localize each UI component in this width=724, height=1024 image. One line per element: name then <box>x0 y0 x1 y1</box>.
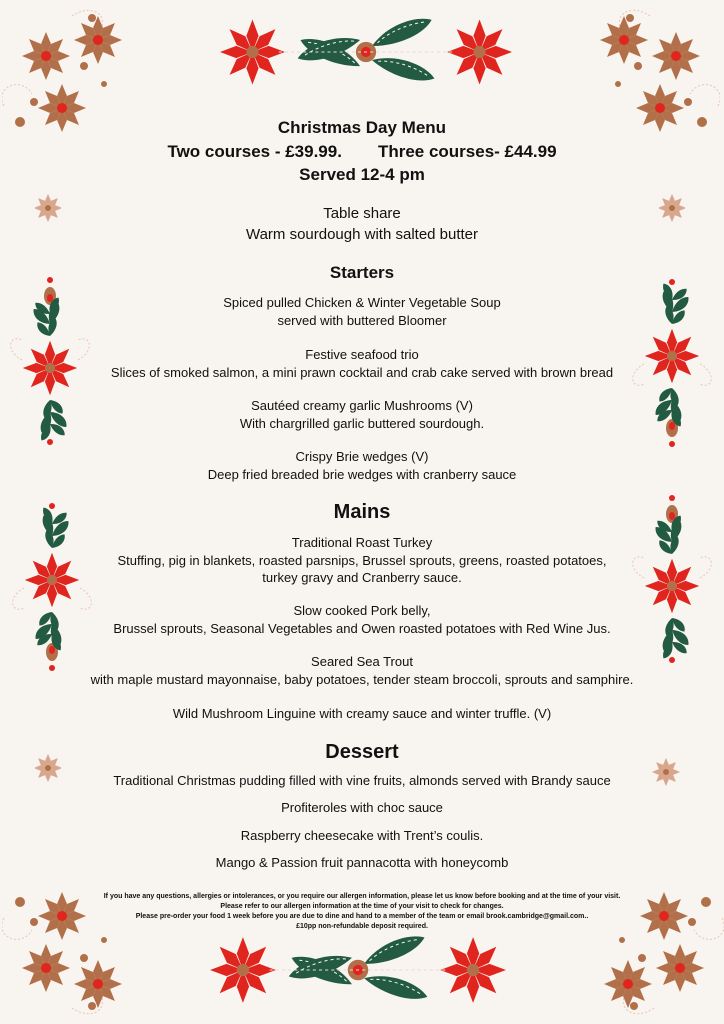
dessert-heading: Dessert <box>325 741 399 763</box>
dish-name: Crispy Brie wedges (V) <box>295 449 429 464</box>
footer-notice <box>0 892 724 932</box>
dish-name: Wild Mushroom Linguine with creamy sauce and winter truffle. (V) <box>172 706 552 721</box>
dish-name: Spiced pulled Chicken & Winter Vegetable Soup <box>223 295 501 310</box>
table-share-title: Table share <box>323 205 401 222</box>
main-item <box>0 705 724 723</box>
main-item <box>0 534 724 587</box>
serving-time: Served 12-4 pm <box>299 165 425 184</box>
dish-name: Slow cooked Pork belly, <box>293 603 431 618</box>
starter-item <box>0 346 724 381</box>
preorder-notice: Please pre-order your food 1 week before you are due to dine and hand to a member of the team or email brook.cambridge@gmail.com.. <box>135 913 589 920</box>
dish-description: Deep fried breaded brie wedges with cranberry sauce <box>207 466 517 482</box>
dish-name: Festive seafood trio <box>305 347 419 362</box>
dessert-item: Mango & Passion fruit pannacotta with honeycomb <box>215 855 509 870</box>
table-share-desc: Warm sourdough with salted butter <box>245 226 479 243</box>
bottom-border-decoration <box>208 932 508 1008</box>
allergen-reference: Please refer to our allergen information at the time of your visit to check for changes. <box>220 903 504 910</box>
menu-header <box>0 116 724 187</box>
starters-heading: Starters <box>329 263 395 282</box>
top-border-decoration <box>218 14 514 90</box>
three-courses-price: Three courses- £44.99 <box>377 141 557 161</box>
starter-item <box>0 448 724 483</box>
allergen-notice: If you have any questions, allergies or intolerances, or you require our allergen information, please let us know before booking and at the time of your visit. <box>103 893 621 900</box>
menu-title: Christmas Day Menu <box>277 118 447 137</box>
dessert-item: Raspberry cheesecake with Trent’s coulis. <box>240 828 484 843</box>
dessert-item: Profiteroles with choc sauce <box>281 800 443 815</box>
dish-description: With chargrilled garlic buttered sourdough. <box>239 415 485 431</box>
dish-description: served with buttered Bloomer <box>277 312 447 328</box>
mains-heading: Mains <box>333 501 391 523</box>
main-item <box>0 602 724 637</box>
starter-item <box>0 397 724 432</box>
dish-description: turkey gravy and Cranberry sauce. <box>262 570 462 585</box>
deposit-notice: £10pp non-refundable deposit required. <box>296 923 428 930</box>
starter-item <box>0 294 724 329</box>
dish-name: Sautéed creamy garlic Mushrooms (V) <box>251 398 473 413</box>
two-courses-price: Two courses - £39.99. <box>167 141 342 161</box>
dish-description: with maple mustard mayonnaise, baby potatoes, tender steam broccoli, sprouts and samphire. <box>90 671 634 687</box>
pricing-line <box>0 140 724 164</box>
dish-name: Seared Sea Trout <box>311 654 413 669</box>
table-share-section <box>0 203 724 245</box>
dessert-item: Traditional Christmas pudding filled with vine fruits, almonds served with Brandy sauce <box>113 773 611 788</box>
dish-name: Traditional Roast Turkey <box>291 535 433 550</box>
dish-description: Slices of smoked salmon, a mini prawn cocktail and crab cake served with brown bread <box>110 364 614 380</box>
dish-description: Brussel sprouts, Seasonal Vegetables and Owen roasted potatoes with Red Wine Jus. <box>113 620 611 636</box>
dish-description: Stuffing, pig in blankets, roasted parsnips, Brussel sprouts, greens, roasted potatoes, <box>117 552 607 568</box>
main-item <box>0 653 724 688</box>
